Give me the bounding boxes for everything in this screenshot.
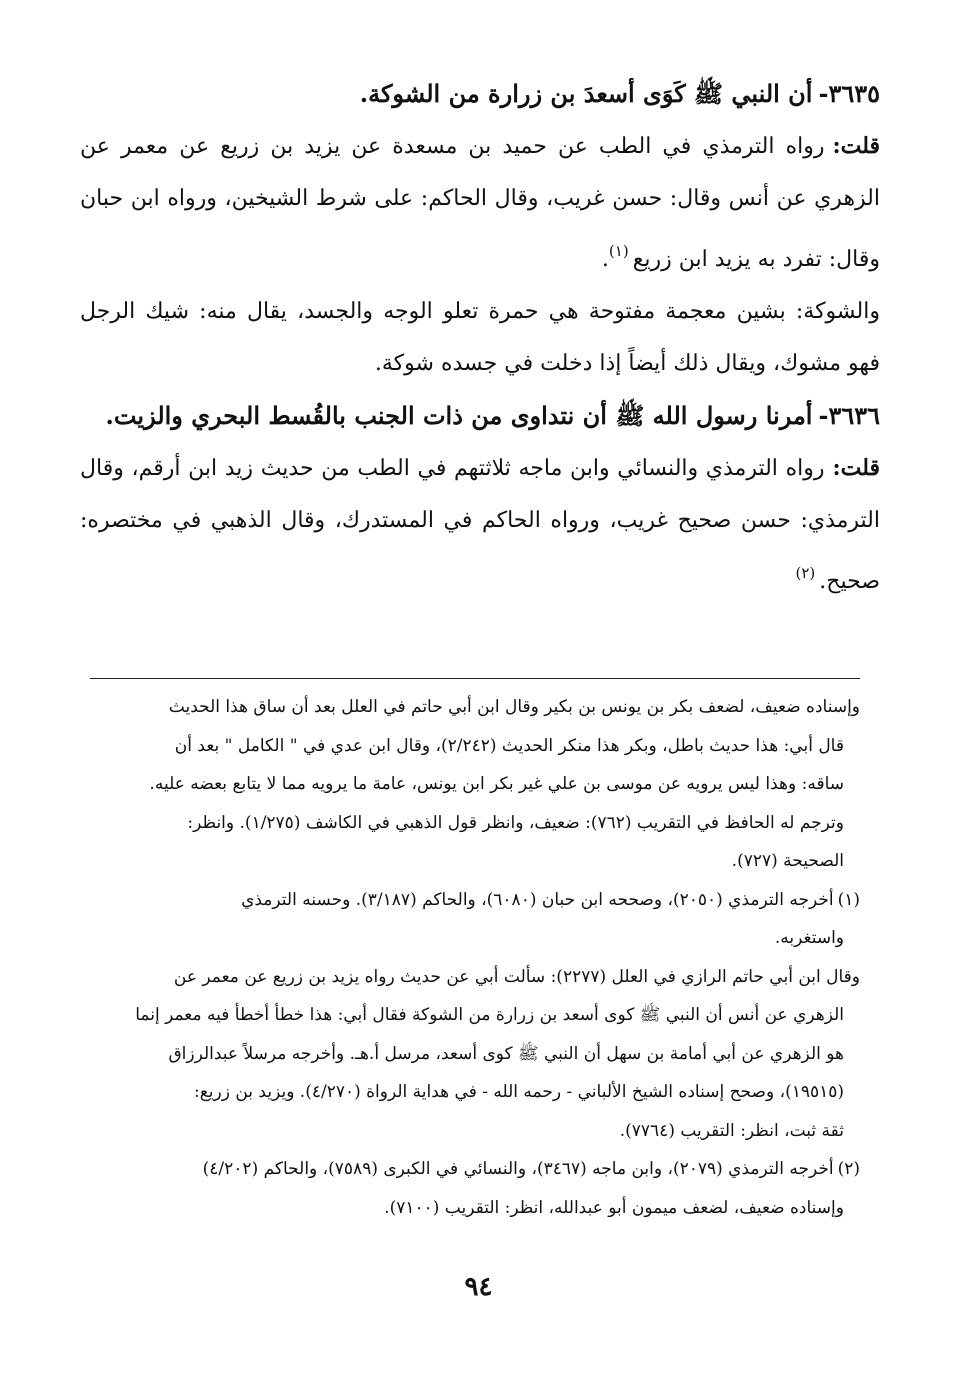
footnote-continuation-line: وترجم له الحافظ في التقريب (٧٦٢): ضعيف، وانظر قول الذهبي في الكاشف (١/٢٧٥). وانظر: xyxy=(187,812,844,833)
footnote-2-line: وإسناده ضعيف، لضعف ميمون أبو عبدالله، انظر: التقريب (٧١٠٠). xyxy=(384,1197,844,1218)
qult-label: قلت: xyxy=(832,455,880,481)
commentary-text: رواه الترمذي في الطب عن حميد بن مسعدة عن يزيد بن زريع عن معمر عن الزهري عن أنس وقال: حسن غريب، وقال الحاكم: على شرط الشيخين، ورواه ابن حبان وقال: تفرد به يزيد ابن زريع xyxy=(80,134,880,272)
commentary-3635 xyxy=(80,120,880,286)
footnote-continuation-line: ساقه: وهذا ليس يرويه عن موسى بن علي غير بكر ابن يونس، عامة ما يرويه مما لا يتابع بعضه عليه. xyxy=(149,774,844,794)
hadith-text: أن النبي ﷺ كَوَى أسعدَ بن زرارة من الشوكة. xyxy=(359,79,813,108)
footnote-1-line: الزهري عن أنس أن النبي ﷺ كوى أسعد بن زرارة من الشوكة فقال أبي: هذا خطأ أخطأ فيه معمر إنما xyxy=(135,1005,844,1025)
footnote-continuation-line: قال أبي: هذا حديث باطل، وبكر هذا منكر الحديث (٢/٢٤٢)، وقال ابن عدي في " الكامل " بعد أن xyxy=(174,735,844,756)
hadith-number: ٣٦٣٥- xyxy=(818,79,880,108)
footnote-divider xyxy=(90,678,860,679)
footnote-1-line: ثقة ثبت، انظر: التقريب (٧٧٦٤). xyxy=(619,1120,844,1141)
footnote-2-marker: (٢) xyxy=(837,1159,860,1179)
footnote-1-line: وقال ابن أبي حاتم الرازي في العلل (٢٢٧٧): سألت أبي عن حديث رواه يزيد بن زريع عن معمر عن xyxy=(173,966,860,987)
hadith-text: أمرنا رسول الله ﷺ أن نتداوى من ذات الجنب بالقُسط البحري والزيت. xyxy=(105,401,813,430)
footnote-continuation-line: وإسناده ضعيف، لضعف بكر بن يونس بن بكير وقال ابن أبي حاتم في العلل بعد أن ساق هذا الحديث xyxy=(168,697,860,717)
footnote-ref-2[interactable]: (٢) xyxy=(795,564,816,582)
footnotes xyxy=(80,688,860,1227)
hadith-3635 xyxy=(80,68,880,120)
qult-label: قلت: xyxy=(832,133,880,159)
footnote-1-line: واستغربه. xyxy=(774,928,844,948)
footnote-continuation-line: الصحيحة (٧٢٧). xyxy=(731,851,844,871)
main-text xyxy=(80,68,880,608)
hadith-number: ٣٦٣٦- xyxy=(818,401,880,430)
footnote-1-line: (١٩٥١٥)، وصحح إسناده الشيخ الألباني - رحمه الله - في هداية الرواة (٤/٢٧٠). ويزيد بن زريع: xyxy=(194,1082,844,1102)
footnote-1-line: هو الزهري عن أبي أمامة بن سهل أن النبي ﷺ كوى أسعد، مرسل أ.هـ. وأخرجه مرسلاً عبدالرزاق xyxy=(168,1043,844,1064)
footnote-2-line: أخرجه الترمذي (٢٠٧٩)، وابن ماجه (٣٤٦٧)، والنسائي في الكبرى (٧٥٨٩)، والحاكم (٤/٢٠٢) xyxy=(202,1159,834,1179)
commentary-3636 xyxy=(80,442,880,608)
footnote-2 xyxy=(80,1150,860,1189)
hadith-3636 xyxy=(80,390,880,442)
commentary-text: رواه الترمذي والنسائي وابن ماجه ثلاثتهم في الطب من حديث زيد ابن أرقم، وقال الترمذي: حسن صحيح غريب، ورواه الحاكم في المستدرك، وقال الذهبي في مختصره: صحيح. xyxy=(80,456,880,594)
footnote-1-marker: (١) xyxy=(837,889,860,910)
footnote-1 xyxy=(80,881,860,920)
explanation-shawka: والشوكة: بشين معجمة مفتوحة هي حمرة تعلو الوجه والجسد، يقال منه: شيك الرجل فهو مشوك، ويقال ذلك أيضاً إذا دخلت في جسده شوكة. xyxy=(80,299,880,376)
page-number: ٩٤ xyxy=(464,1272,493,1302)
footnote-ref-1[interactable]: (١) xyxy=(608,242,629,260)
footnote-1-line: أخرجه الترمذي (٢٠٥٠)، وصححه ابن حبان (٦٠٨٠)، والحاكم (٣/١٨٧). وحسنه الترمذي xyxy=(241,889,834,910)
commentary-end: . xyxy=(601,247,609,272)
